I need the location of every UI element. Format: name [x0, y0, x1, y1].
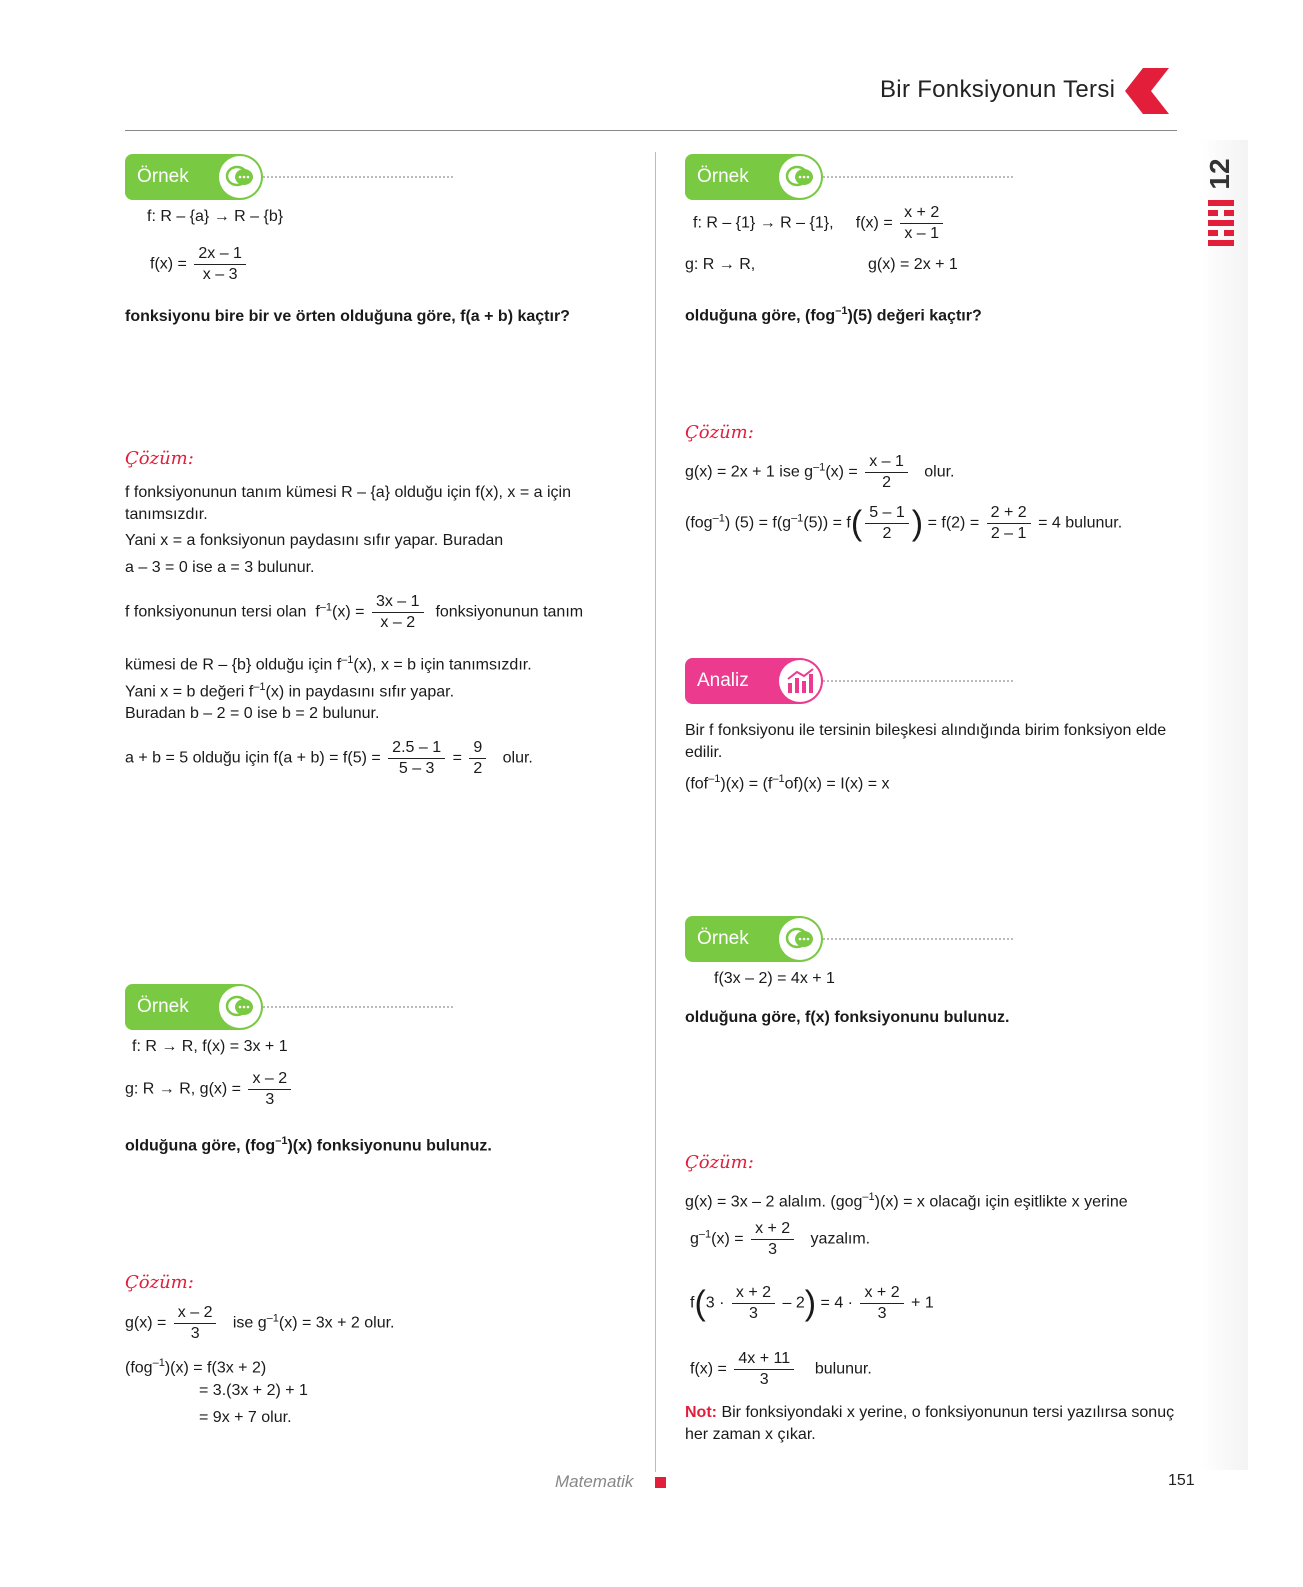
analiz-formula: $(fof^{-1})(x) = (f^{-1}of)(x) = I(x) = x$ [685, 773, 890, 793]
ornek-badge-1: Örnek [125, 154, 453, 200]
ex2-sol-1: g(x) = $\frac{x - 2}{3}$ ise $g^{-1}(x) = 3x + 2$ olur. [125, 1304, 395, 1342]
ex4-sol-3: f(3 · $\frac{x + 2}{3}$ – 2) = 4 · $\frac{x + 2}{3}$ + 1 [690, 1284, 934, 1323]
cozum-label-3: Çözüm: [685, 422, 754, 443]
ex1-function: f(x) = $\frac{2x - 1}{x - 3}$ [150, 244, 249, 285]
analiz-badge: Analiz [685, 658, 1013, 704]
ex2-sol-2: (fog$^{-1}$)(x) = f(3x + 2) [125, 1357, 267, 1377]
ex4-sol-1: g(x) = 3x – 2 alalım. (gog$^{-1}$)(x) = x olacağı için eşitlikte x yerine [685, 1191, 1128, 1211]
ex1-sol-8: a + b = 5 olduğu için f(a + b) = f(5) = $\frac{2.5 - 1}{5 - 3}$ = $\frac{9}{2}$ olur. [125, 739, 533, 777]
header-divider [125, 130, 1177, 131]
red-chevron-icon [1125, 68, 1169, 114]
chat-bubble-icon [219, 986, 261, 1028]
grade-number: 12 [1204, 158, 1235, 190]
chat-bubble-icon [779, 156, 821, 198]
dotted-line [823, 176, 1013, 178]
ex3-question: olduğuna göre, (fog$^{-1}$)(5) değeri kaçtır? [685, 305, 982, 325]
dotted-line [263, 176, 453, 178]
note-label: Not: [685, 1404, 717, 1421]
ex1-sol-2: Yani x = a fonksiyonun paydasını sıfır yapar. Buradan [125, 532, 504, 549]
ex1-sol-4: f fonksiyonunun tersi olan $f^{-1}(x)$ = $\frac{3x - 1}{x - 2}$ fonksiyonunun tanım [125, 593, 584, 631]
dotted-line [823, 938, 1013, 940]
chat-bubble-icon [779, 918, 821, 960]
page-number: 151 [1168, 1472, 1195, 1489]
dotted-line [263, 1006, 453, 1008]
dotted-line [823, 680, 1013, 682]
ex2-f-def: f: R → R, f(x) = 3x + 1 [132, 1038, 288, 1055]
ex2-g-def: g: R → R, g(x) = $\frac{x - 2}{3}$ [125, 1069, 294, 1110]
ex1-sol-6: Yani x = b değeri $f^{-1}(x)$ in paydasını sıfır yapar. [125, 681, 455, 701]
cozum-label-1: Çözüm: [125, 448, 194, 469]
ex1-sol-3: a – 3 = 0 ise a = 3 bulunur. [125, 559, 315, 576]
ex3-sol-1: g(x) = 2x + 1 ise $g^{-1}(x)$ = $\frac{x - 1}{2}$ olur. [685, 453, 955, 491]
ex3-g-formula: g(x) = 2x + 1 [868, 256, 958, 273]
ex4-sol-2: $g^{-1}(x)$ = $\frac{x + 2}{3}$ yazalım. [690, 1220, 871, 1258]
note-text: Bir fonksiyondaki x yerine, o fonksiyonunun tersi yazılırsa sonuç her zaman x çıkar. [685, 1404, 1175, 1443]
ex2-question: olduğuna göre, (fog$^{-1}$)(x) fonksiyonunu bulunuz. [125, 1135, 492, 1155]
cozum-label-4: Çözüm: [685, 1152, 754, 1173]
page-title: Bir Fonksiyonun Tersi [880, 76, 1116, 103]
grade-marker [1202, 150, 1238, 250]
ex4-sol-4: f(x) = $\frac{4x + 11}{3}$ bulunur. [690, 1350, 872, 1388]
analiz-text: Bir f fonksiyonu ile tersinin bileşkesi alındığında birim fonksiyon elde edilir. [685, 722, 1167, 761]
ex2-sol-3: = 3.(3x + 2) + 1 [199, 1382, 308, 1399]
ex3-g-def: g: R → R, [685, 256, 756, 273]
ex1-sol-1: f fonksiyonunun tanım kümesi R – {a} olduğu için f(x), x = a için tanımsızdır. [125, 484, 572, 523]
ex1-sol-5: kümesi de R – {b} olduğu için $f^{-1}(x)$, x = b için tanımsızdır. [125, 654, 532, 674]
footer-square-icon [655, 1477, 666, 1488]
ex1-domain: f: R – {a} → R – {b} [147, 208, 284, 225]
ex1-question: fonksiyonu bire bir ve örten olduğuna göre, f(a + b) kaçtır? [125, 308, 570, 325]
cozum-label-2: Çözüm: [125, 1272, 194, 1293]
footer-subject: Matematik [555, 1472, 634, 1491]
ex2-sol-4: = 9x + 7 olur. [199, 1409, 292, 1426]
column-divider [655, 152, 656, 1472]
ex4-question: olduğuna göre, f(x) fonksiyonunu bulunuz. [685, 1009, 1010, 1026]
ornek-badge-2: Örnek [125, 984, 453, 1030]
ornek-badge-3: Örnek [685, 154, 1013, 200]
ex4-given: f(3x – 2) = 4x + 1 [714, 970, 835, 987]
bars-icon [1208, 200, 1234, 246]
ex3-sol-2: (fog$^{-1}$) $(5) = f(g^{-1}(5)) = f$( $\frac{5 - 1}{2}$ ) = f(2) = $\frac{2 + 2}{2 - 1}$ = 4 bulunur. [685, 504, 1123, 543]
ornek-badge-4: Örnek [685, 916, 1013, 962]
bar-chart-icon [779, 660, 821, 702]
ex3-f-def: f: R – {1} → R – {1}, f(x) = $\frac{x + 2}{x - 1}$ [693, 203, 946, 244]
chat-bubble-icon [219, 156, 261, 198]
ex1-sol-7: Buradan b – 2 = 0 ise b = 2 bulunur. [125, 705, 380, 722]
side-tab [1200, 140, 1248, 1470]
ex4-note [685, 1402, 1182, 1446]
